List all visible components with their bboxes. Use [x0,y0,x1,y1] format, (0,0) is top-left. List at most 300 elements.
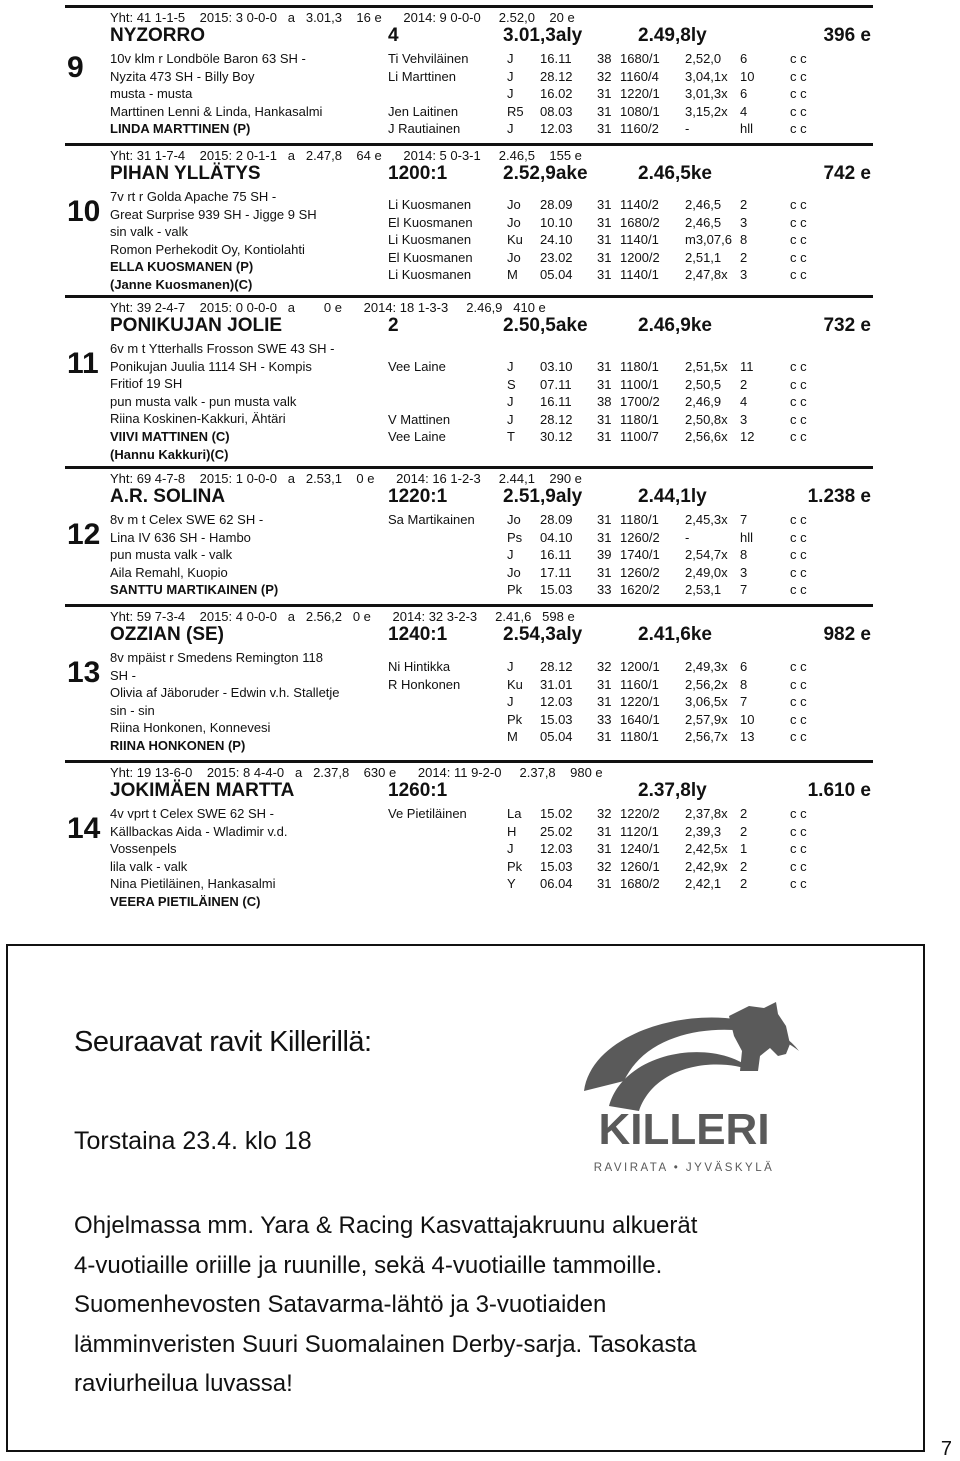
race-time: 2,56,2x [685,676,728,692]
placing: 4 [740,103,748,119]
distance-track: 1160/4 [620,68,659,84]
placing: 7 [740,512,748,527]
race-class: 33 [597,582,612,598]
ad-body-line: Suomenhevosten Satavarma-lähtö ja 3-vuotiaiden [74,1291,607,1318]
race-class: 31 [597,529,612,545]
race-date: 03.10 [540,359,573,374]
horse-entry [65,604,873,754]
driver-name: Ni Hintikka [388,659,451,674]
placing: 1 [740,841,748,857]
start-distance: 1260:1 [388,780,448,801]
race-time: 2,49,3x [685,659,728,674]
distance-track: 1140/2 [620,197,659,212]
horse-info [110,511,390,599]
driver-name: J Rautiainen [388,121,461,137]
race-date: 12.03 [540,841,573,857]
race-class: 31 [597,249,612,265]
info-line: LINDA MARTTINEN (P) [110,121,251,137]
race-class: 31 [597,694,612,710]
start-row [388,85,873,103]
killeri-logo [564,996,804,1186]
race-date: 12.03 [540,694,573,710]
distance-track: 1140/1 [620,267,659,283]
distance-track: 1140/1 [620,232,659,248]
info-line: (Hannu Kakkuri)(C) [110,446,229,462]
summary-line: Yht: 59 7-3-4 2015: 4 0-0-0 a 2.56,2 0 e 2014: 32 3-2-3 2.41,6 598 e [110,609,575,624]
shoe-info: c c [790,232,807,248]
race-class: 31 [597,876,612,892]
placing: 3 [740,214,748,230]
logo-name: KILLERI [598,1105,770,1154]
page-number: 7 [940,1438,952,1460]
track-code: S [507,376,516,392]
start-row [388,411,873,429]
race-time: 2,52,0 [685,51,722,66]
horse-info [110,340,390,463]
info-line: musta - musta [110,86,193,102]
track-code: Jo [507,197,521,212]
info-line: sin valk - valk [110,224,189,240]
track-code: J [507,411,514,427]
info-line: (Janne Kuosmanen)(C) [110,276,253,292]
track-code: J [507,547,514,563]
track-code: J [507,841,514,857]
race-date: 31.01 [540,676,573,692]
track-code: Ku [507,676,523,692]
placing: 11 [740,359,754,374]
info-line: pun musta valk - valk [110,547,233,563]
race-class: 31 [597,512,612,527]
race-class: 31 [597,564,612,580]
distance-track: 1160/1 [620,676,659,692]
info-line: Aila Remahl, Kuopio [110,564,228,580]
track-code: La [507,806,522,821]
start-row [388,875,873,893]
distance-track: 1180/1 [620,359,659,374]
track-code: J [507,359,514,374]
horse-info [110,805,390,911]
shoe-info: c c [790,582,807,598]
earnings: 982 e [823,624,871,645]
info-line: VIIVI MATTINEN (C) [110,428,230,444]
distance-track: 1700/2 [620,394,660,410]
race-time: - [685,529,690,545]
race-time: m3,07,6 [685,232,732,248]
shoe-info: c c [790,197,807,212]
record-auto: 2.54,3aly [503,624,583,645]
placing: 3 [740,267,748,283]
shoe-info: c c [790,103,807,119]
race-date: 24.10 [540,232,573,248]
record-best: 2.46,9ke [638,315,712,336]
distance-track: 1220/1 [620,694,660,710]
distance-track: 1180/1 [620,729,659,745]
ad-title: Seuraavat ravit Killerillä: [74,1026,372,1058]
start-row [388,196,873,214]
horse-name: A.R. SOLINA [110,486,226,507]
race-date: 15.02 [540,806,573,821]
info-line: 6v m t Ytterhalls Frosson SWE 43 SH - [110,341,335,356]
race-date: 16.11 [540,394,572,410]
race-time: 2,42,1 [685,876,722,892]
separator-line [65,143,873,146]
start-history [388,50,873,138]
summary-line: Yht: 41 1-1-5 2015: 3 0-0-0 a 3.01,3 16 e 2014: 9 0-0-0 2.52,0 20 e [110,10,575,25]
placing: 3 [740,411,748,427]
track-code: J [507,121,514,137]
info-line: 10v klm r Londböle Baron 63 SH - [110,51,306,66]
start-row [388,581,873,599]
track-code: J [507,86,514,102]
earnings: 742 e [823,163,871,184]
separator-line [65,760,873,763]
start-row [388,231,873,249]
summary-line: Yht: 19 13-6-0 2015: 8 4-4-0 a 2.37,8 630 e 2014: 11 9-2-0 2.37,8 980 e [110,765,603,780]
driver-name: Vee Laine [388,429,446,445]
placing: 2 [740,823,748,839]
race-time: 2,54,7x [685,547,728,563]
ad-body-line: 4-vuotiaille oriille ja ruunille, sekä 4-vuotiaille tammoille. [74,1251,663,1279]
start-row [388,693,873,711]
race-class: 31 [597,429,612,445]
start-number: 11 [67,347,99,380]
track-code: J [507,68,514,84]
horse-name: PIHAN YLLÄTYS [110,163,261,184]
race-date: 28.12 [540,411,573,427]
placing: 2 [740,376,748,392]
earnings: 732 e [823,315,871,336]
start-number: 13 [67,656,101,689]
info-line: Nyzita 473 SH - Billy Boy [110,68,255,84]
shoe-info: c c [790,823,807,839]
start-number: 9 [67,51,84,84]
shoe-info: c c [790,711,807,727]
start-distance: 4 [388,25,399,46]
driver-name: Li Kuosmanen [388,267,472,283]
start-row [388,805,873,823]
summary-line: Yht: 39 2-4-7 2015: 0 0-0-0 a 0 e 2014: 18 1-3-3 2.46,9 410 e [110,300,546,315]
distance-track: 1240/1 [620,841,660,857]
race-time: 2,46,5 [685,214,722,230]
distance-track: 1120/1 [620,823,659,839]
track-code: M [507,729,518,745]
placing: 8 [740,676,748,692]
placing: 2 [740,806,748,821]
shoe-info: c c [790,841,807,857]
driver-name: El Kuosmanen [388,249,473,265]
info-line: Ponikujan Juulia 1114 SH - Kompis [110,358,312,374]
separator-line [65,466,873,469]
info-line: 4v vprt t Celex SWE 62 SH - [110,806,274,821]
race-date: 28.09 [540,197,573,212]
start-distance: 2 [388,315,399,336]
distance-track: 1680/2 [620,214,660,230]
driver-name: V Mattinen [388,411,451,427]
start-row [388,858,873,876]
placing: 6 [740,659,748,674]
race-date: 12.03 [540,121,573,137]
track-code: Ps [507,529,523,545]
placing: 8 [740,547,748,563]
placing: 2 [740,249,748,265]
driver-name: Sa Martikainen [388,512,475,527]
distance-track: 1680/2 [620,876,660,892]
record-best: 2.44,1ly [638,486,707,507]
start-number: 14 [67,812,101,845]
start-row [388,393,873,411]
race-time: 2,57,9x [685,711,728,727]
record-best: 2.37,8ly [638,780,707,801]
race-date: 15.03 [540,858,573,874]
start-row [388,266,873,284]
shoe-info: c c [790,564,807,580]
race-class: 38 [597,51,612,66]
placing: 13 [740,729,755,745]
track-code: Jo [507,214,521,230]
race-date: 16.11 [540,51,572,66]
race-date: 15.03 [540,711,573,727]
info-line: 8v mpäist r Smedens Remington 118 [110,650,323,665]
start-distance: 1240:1 [388,624,448,645]
race-date: 06.04 [540,876,573,892]
shoe-info: c c [790,86,807,102]
start-distance: 1220:1 [388,486,448,507]
placing: 12 [740,429,755,445]
race-class: 31 [597,729,612,745]
placing: 6 [740,86,748,102]
race-date: 04.10 [540,529,573,545]
driver-name: Li Marttinen [388,68,456,84]
start-row [388,676,873,694]
race-date: 28.12 [540,659,573,674]
race-time: 2,49,0x [685,564,728,580]
record-auto: 3.01,3aly [503,25,583,46]
driver-name: Ve Pietiläinen [388,806,467,821]
shoe-info: c c [790,729,807,745]
race-class: 31 [597,121,612,137]
race-time: 2,51,5x [685,359,728,374]
race-time: 2,56,7x [685,729,728,745]
placing: 7 [740,694,748,710]
driver-name: R Honkonen [388,676,461,692]
race-time: 2,42,9x [685,858,728,874]
race-time: 3,01,3x [685,86,728,102]
driver-name: Li Kuosmanen [388,232,472,248]
race-date: 05.04 [540,267,573,283]
shoe-info: c c [790,394,807,410]
summary-line: Yht: 31 1-7-4 2015: 2 0-1-1 a 2.47,8 64 e 2014: 5 0-3-1 2.46,5 155 e [110,148,582,163]
distance-track: 1180/1 [620,411,659,427]
race-time: 2,46,5 [685,197,722,212]
info-line: lila valk - valk [110,858,188,874]
distance-track: 1640/1 [620,711,660,727]
race-date: 28.09 [540,512,573,527]
info-line: Great Surprise 939 SH - Jigge 9 SH [110,206,317,222]
start-row [388,120,873,138]
race-date: 16.02 [540,86,573,102]
ad-body-line: lämminveristen Suuri Suomalainen Derby-sarja. Tasokasta [74,1330,697,1358]
record-auto: 2.52,9ake [503,163,588,184]
horse-name: JOKIMÄEN MARTTA [110,780,295,801]
horse-entry [65,760,873,910]
race-time: 3,06,5x [685,694,728,710]
shoe-info: c c [790,121,807,137]
shoe-info: c c [790,547,807,563]
shoe-info: c c [790,376,807,392]
track-code: J [507,394,514,410]
placing: 10 [740,68,755,84]
earnings: 1.610 e [807,780,871,801]
shoe-info: c c [790,529,807,545]
distance-track: 1220/1 [620,86,660,102]
info-line: Olivia af Jäboruder - Edwin v.h. Stalletje [110,685,340,701]
track-code: Y [507,876,516,892]
placing: 7 [740,582,748,598]
race-date: 08.03 [540,103,573,119]
race-class: 32 [597,659,612,674]
ad-body-line: Ohjelmassa mm. Yara & Racing Kasvattajakruunu alkuerät [74,1212,698,1239]
placing: hll [740,529,754,545]
info-line: Marttinen Lenni & Linda, Hankasalmi [110,103,323,119]
distance-track: 1260/1 [620,858,660,874]
horse-name: PONIKUJAN JOLIE [110,315,283,336]
distance-track: 1200/2 [620,249,660,265]
race-date: 15.03 [540,582,573,598]
shoe-info: c c [790,676,807,692]
start-history [388,658,873,746]
placing: hll [740,121,754,137]
start-history [388,196,873,284]
info-line: sin - sin [110,702,155,718]
race-class: 31 [597,376,612,392]
driver-name: Vee Laine [388,359,446,374]
race-date: 05.04 [540,729,573,745]
placing: 2 [740,197,748,212]
shoe-info: c c [790,267,807,283]
race-class: 31 [597,676,612,692]
race-class: 31 [597,214,612,230]
info-line: Riina Honkonen, Konnevesi [110,720,271,736]
record-auto: 2.51,9aly [503,486,583,507]
track-code: Pk [507,711,523,727]
ad-date: Torstaina 23.4. klo 18 [74,1127,312,1155]
race-time: 2,50,8x [685,411,728,427]
info-line: 8v m t Celex SWE 62 SH - [110,512,264,527]
distance-track: 1620/2 [620,582,660,598]
shoe-info: c c [790,359,807,374]
race-class: 31 [597,103,612,119]
placing: 10 [740,711,755,727]
distance-track: 1220/2 [620,806,660,821]
distance-track: 1260/2 [620,564,660,580]
race-class: 32 [597,806,612,821]
start-row [388,529,873,547]
placing: 8 [740,232,748,248]
race-time: - [685,121,690,137]
race-class: 38 [597,394,612,410]
race-date: 30.12 [540,429,573,445]
race-class: 31 [597,232,612,248]
shoe-info: c c [790,876,807,892]
driver-name: Jen Laitinen [388,103,459,119]
horse-info [110,50,390,138]
info-line: ELLA KUOSMANEN (P) [110,259,254,275]
shoe-info: c c [790,411,807,427]
race-time: 2,50,5 [685,376,722,392]
track-code: Ku [507,232,523,248]
summary-line: Yht: 69 4-7-8 2015: 1 0-0-0 a 2.53,1 0 e 2014: 16 1-2-3 2.44,1 290 e [110,471,582,486]
start-row [388,428,873,446]
track-code: J [507,659,514,674]
distance-track: 1160/2 [620,121,659,137]
start-distance: 1200:1 [388,163,448,184]
race-time: 2,51,1 [685,249,722,265]
start-row [388,823,873,841]
shoe-info: c c [790,858,807,874]
shoe-info: c c [790,429,807,445]
distance-track: 1680/1 [620,51,660,66]
distance-track: 1080/1 [620,103,660,119]
start-history [388,358,873,446]
shoe-info: c c [790,214,807,230]
horse-entry [65,5,873,155]
start-history [388,511,873,599]
placing: 4 [740,394,748,410]
earnings: 1.238 e [807,486,871,507]
start-row [388,711,873,729]
distance-track: 1180/1 [620,512,659,527]
race-class: 32 [597,68,612,84]
shoe-info: c c [790,512,807,527]
race-time: 2,46,9 [685,394,722,410]
distance-track: 1200/1 [620,659,660,674]
distance-track: 1100/7 [620,429,659,445]
shoe-info: c c [790,694,807,710]
race-class: 31 [597,86,612,102]
info-line: RIINA HONKONEN (P) [110,737,246,753]
track-code: R5 [507,103,524,119]
race-time: 2,39,3 [685,823,722,839]
race-class: 39 [597,547,612,563]
race-time: 2,47,8x [685,267,728,283]
race-class: 32 [597,858,612,874]
horse-info [110,188,390,294]
record-best: 2.49,8ly [638,25,707,46]
driver-name: Li Kuosmanen [388,197,472,212]
info-line: SH - [110,667,136,683]
horse-entry [65,466,873,616]
distance-track: 1100/1 [620,376,659,392]
logo-tagline: RAVIRATA • JYVÄSKYLÄ [593,1162,775,1174]
shoe-info: c c [790,68,807,84]
start-row [388,840,873,858]
info-line: Romon Perhekodit Oy, Kontiolahti [110,241,305,257]
start-row [388,564,873,582]
race-date: 17.11 [540,564,572,580]
race-class: 31 [597,197,612,212]
info-line: VEERA PIETILÄINEN (C) [110,893,261,909]
track-code: M [507,267,518,283]
track-code: Jo [507,564,521,580]
start-row [388,50,873,68]
info-line: 7v rt r Golda Apache 75 SH - [110,189,277,204]
start-row [388,511,873,529]
horse-name: OZZIAN (SE) [110,624,224,645]
placing: 2 [740,876,748,892]
record-best: 2.46,5ke [638,163,712,184]
record-best: 2.41,6ke [638,624,712,645]
info-line: SANTTU MARTIKAINEN (P) [110,582,279,598]
